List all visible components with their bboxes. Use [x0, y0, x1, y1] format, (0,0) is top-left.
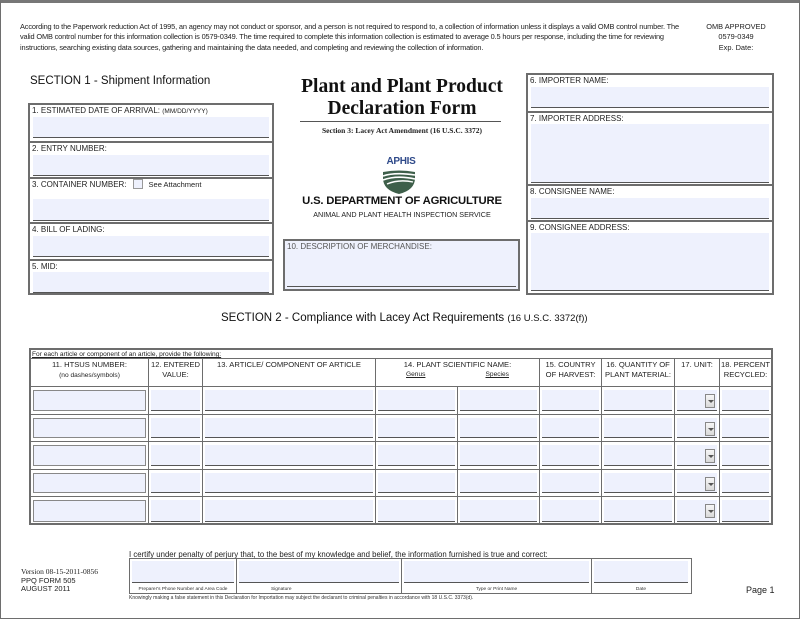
field-importer-address [528, 111, 772, 184]
table-cell [602, 415, 675, 442]
species-input[interactable] [460, 445, 537, 466]
table-cell [376, 415, 458, 442]
omb-block [691, 22, 781, 53]
aphis-shield-icon [381, 170, 417, 194]
see-attachment-checkbox[interactable] [133, 179, 143, 189]
table-cell [602, 442, 675, 469]
table-cell [203, 470, 376, 497]
form-subtitle: Section 3: Lacey Act Amendment (16 U.S.C. 3372) [322, 126, 482, 135]
htsus-input[interactable] [33, 418, 146, 439]
col-country: 15. COUNTRY OF HARVEST: [540, 359, 602, 386]
print-name-label: Type or Print Name [475, 587, 518, 592]
form-title [283, 76, 521, 120]
country-input[interactable] [542, 390, 599, 411]
table-cell [675, 442, 720, 469]
field-mid [30, 259, 272, 293]
table-row [31, 442, 771, 470]
table-cell [675, 497, 720, 525]
importer-address-input[interactable] [531, 124, 769, 183]
genus-input[interactable] [378, 500, 455, 522]
table-row [31, 470, 771, 498]
field-label: 2. ENTRY NUMBER: [32, 144, 107, 153]
field-label: 8. CONSIGNEE NAME: [530, 187, 615, 196]
entered-value-input[interactable] [151, 500, 200, 522]
table-cell [675, 470, 720, 497]
consignee-address-input[interactable] [531, 233, 769, 291]
table-cell [720, 415, 771, 442]
date-label: Date [635, 587, 647, 592]
table-cell [540, 497, 602, 525]
field-bill-of-lading [30, 222, 272, 259]
omb-exp-date: Exp. Date: [718, 42, 754, 52]
merchandise-field[interactable] [283, 239, 520, 291]
table-body [31, 387, 771, 523]
version-number: Version 08-15-2011-0856 [21, 567, 99, 576]
field-label: 3. CONTAINER NUMBER: See Attachment [32, 180, 202, 189]
country-input[interactable] [542, 418, 599, 439]
table-cell [540, 415, 602, 442]
table-cell [675, 415, 720, 442]
false-statement-warning: Knowingly making a false statement in this Declaration for Importation may subject the declarant to criminal penalties in accordance with 18 U.S.C. 3373(d). [129, 595, 474, 601]
date-field [592, 559, 690, 593]
form-date: AUGUST 2011 [21, 584, 71, 594]
table-cell [31, 387, 149, 414]
country-input[interactable] [542, 500, 599, 522]
importer-name-input[interactable] [531, 87, 769, 108]
field-label: 7. IMPORTER ADDRESS: [530, 114, 624, 123]
field-arrival-date [30, 105, 272, 141]
quantity-input[interactable] [604, 418, 672, 439]
title-line2: Declaration Form [327, 98, 477, 119]
omb-approved: OMB APPROVED [706, 22, 766, 31]
percent-recycled-input[interactable] [722, 500, 769, 522]
table-cell [720, 497, 771, 525]
entered-value-input[interactable] [151, 473, 200, 494]
article-input[interactable] [205, 390, 373, 411]
percent-recycled-input[interactable] [722, 445, 769, 466]
section2-title: SECTION 2 - Compliance with Lacey Act Requirements (16 U.S.C. 3372(f)) [221, 312, 588, 324]
preparer-phone-label: Preparer's Phone Number and Area Code [138, 587, 228, 592]
container-number-input[interactable] [33, 199, 269, 221]
merchandise-label: 10. DESCRIPTION OF MERCHANDISE: [287, 242, 432, 251]
chevron-down-icon[interactable] [705, 422, 715, 436]
print-name-field [402, 559, 592, 593]
version-info [21, 568, 98, 594]
articles-table [29, 348, 773, 525]
col-quantity: 16. QUANTITY OF PLANT MATERIAL: [602, 359, 675, 386]
field-label: 4. BILL OF LADING: [32, 225, 105, 234]
chevron-down-icon[interactable] [705, 504, 715, 518]
print-name-input[interactable] [404, 561, 589, 583]
table-cell [458, 470, 540, 497]
agency-name: U.S. DEPARTMENT OF AGRICULTURE [302, 195, 502, 207]
table-cell [675, 387, 720, 414]
article-input[interactable] [205, 418, 373, 439]
consignee-name-input[interactable] [531, 198, 769, 219]
paperwork-notice: According to the Paperwork reduction Act of 1995, an agency may not conduct or sponsor, and a person is not required to respond to, a collection of information unless it displays a valid OMB control number. The valid OMB control number for this information collection is 0579-0349. The time required to complete this information collection is estimated to average 0.5 hours per response, including the time for reviewing instructions, searching existing data sources, gathering and maintaining the data needed, and completing and reviewing the collection of information. [20, 22, 679, 52]
field-entry-number [30, 141, 272, 177]
table-cell [149, 442, 203, 469]
table-cell [149, 387, 203, 414]
merchandise-underline [287, 286, 516, 287]
entered-value-input[interactable] [151, 445, 200, 466]
table-cell [540, 442, 602, 469]
certification-text: I certify under penalty of perjury that, to the best of my knowledge and belief, the information furnished is true and correct: [129, 550, 548, 559]
genus-input[interactable] [378, 445, 455, 466]
preparer-phone-field [130, 559, 237, 593]
table-row [31, 497, 771, 525]
entry-number-input[interactable] [33, 155, 269, 176]
table-row [31, 415, 771, 443]
table-cell [602, 497, 675, 525]
percent-recycled-input[interactable] [722, 418, 769, 439]
htsus-input[interactable] [33, 500, 146, 522]
field-label: 6. IMPORTER NAME: [530, 76, 609, 85]
table-cell [458, 497, 540, 525]
field-importer-name [528, 75, 772, 111]
col-htsus: 11. HTSUS NUMBER: (no dashes/symbols) [31, 359, 149, 386]
table-cell [458, 387, 540, 414]
form-number: PPQ FORM 505 [21, 575, 76, 585]
species-subheader: Species [485, 371, 509, 378]
genus-input[interactable] [378, 473, 455, 494]
table-cell [31, 415, 149, 442]
mid-input[interactable] [33, 272, 269, 293]
title-divider [300, 121, 501, 122]
species-input[interactable] [460, 500, 537, 522]
country-input[interactable] [542, 445, 599, 466]
section1-title: SECTION 1 - Shipment Information [30, 75, 211, 87]
htsus-input[interactable] [33, 473, 146, 494]
quantity-input[interactable] [604, 473, 672, 494]
chevron-down-icon[interactable] [705, 477, 715, 491]
table-cell [376, 497, 458, 525]
col-article: 13. ARTICLE/ COMPONENT OF ARTICLE [203, 359, 376, 386]
date-input[interactable] [594, 561, 688, 583]
chevron-down-icon[interactable] [705, 449, 715, 463]
signature-field [237, 559, 402, 593]
aphis-logo-text: APHIS [386, 156, 416, 167]
field-label: 9. CONSIGNEE ADDRESS: [530, 223, 630, 232]
genus-input[interactable] [378, 418, 455, 439]
table-cell [203, 387, 376, 414]
signature-label: Signature [271, 587, 292, 592]
omb-number: 0579-0349 [718, 32, 754, 42]
genus-input[interactable] [378, 390, 455, 411]
quantity-input[interactable] [604, 445, 672, 466]
entered-value-input[interactable] [151, 390, 200, 411]
field-container-number [30, 177, 272, 222]
table-cell [720, 442, 771, 469]
table-cell [376, 442, 458, 469]
table-cell [203, 497, 376, 525]
page-number: Page 1 [746, 585, 775, 595]
species-input[interactable] [460, 390, 537, 411]
quantity-input[interactable] [604, 390, 672, 411]
table-cell [458, 442, 540, 469]
col-percent-recycled: 18. PERCENT RECYCLED: [721, 360, 770, 379]
table-cell [540, 387, 602, 414]
country-input[interactable] [542, 473, 599, 494]
section1-box [28, 103, 274, 295]
importer-box [526, 73, 774, 295]
article-input[interactable] [205, 473, 373, 494]
table-cell [602, 470, 675, 497]
table-cell [31, 442, 149, 469]
field-consignee-address [528, 220, 772, 293]
table-cell [149, 415, 203, 442]
col-unit: 17. UNIT: [675, 359, 720, 386]
table-instruction: For each article or component of an article, provide the following: [31, 350, 771, 359]
article-input[interactable] [205, 500, 373, 522]
article-input[interactable] [205, 445, 373, 466]
species-input[interactable] [460, 473, 537, 494]
entered-value-input[interactable] [151, 418, 200, 439]
htsus-input[interactable] [33, 390, 146, 411]
percent-recycled-input[interactable] [722, 473, 769, 494]
species-input[interactable] [460, 418, 537, 439]
table-cell [376, 470, 458, 497]
table-cell [149, 497, 203, 525]
table-row [31, 387, 771, 415]
field-label: 5. MID: [32, 262, 58, 271]
table-cell [376, 387, 458, 414]
signature-input[interactable] [239, 561, 399, 583]
table-cell [31, 497, 149, 525]
htsus-input[interactable] [33, 445, 146, 466]
col-scientific-name: 14. PLANT SCIENTIFIC NAME: Genus Species [376, 359, 540, 386]
table-cell [203, 442, 376, 469]
table-cell [203, 415, 376, 442]
table-cell [458, 415, 540, 442]
table-cell [602, 387, 675, 414]
bill-of-lading-input[interactable] [33, 236, 269, 257]
table-cell [720, 470, 771, 497]
table-cell [31, 470, 149, 497]
genus-subheader: Genus [406, 371, 426, 378]
agency-subname: ANIMAL AND PLANT HEALTH INSPECTION SERVICE [313, 210, 491, 219]
field-consignee-name [528, 184, 772, 220]
preparer-phone-input[interactable] [132, 561, 234, 583]
table-cell [720, 387, 771, 414]
percent-recycled-input[interactable] [722, 390, 769, 411]
table-cell [149, 470, 203, 497]
arrival-date-input[interactable] [33, 117, 269, 138]
chevron-down-icon[interactable] [705, 394, 715, 408]
signature-block [129, 558, 692, 594]
table-cell [540, 470, 602, 497]
see-attachment-label: See Attachment [148, 180, 202, 189]
col-entered-value: 12. ENTERED VALUE: [149, 359, 203, 386]
field-label: 1. ESTIMATED DATE OF ARRIVAL: (MM/DD/YYYY) [32, 106, 208, 115]
title-line1: Plant and Plant Product [301, 76, 503, 97]
quantity-input[interactable] [604, 500, 672, 522]
